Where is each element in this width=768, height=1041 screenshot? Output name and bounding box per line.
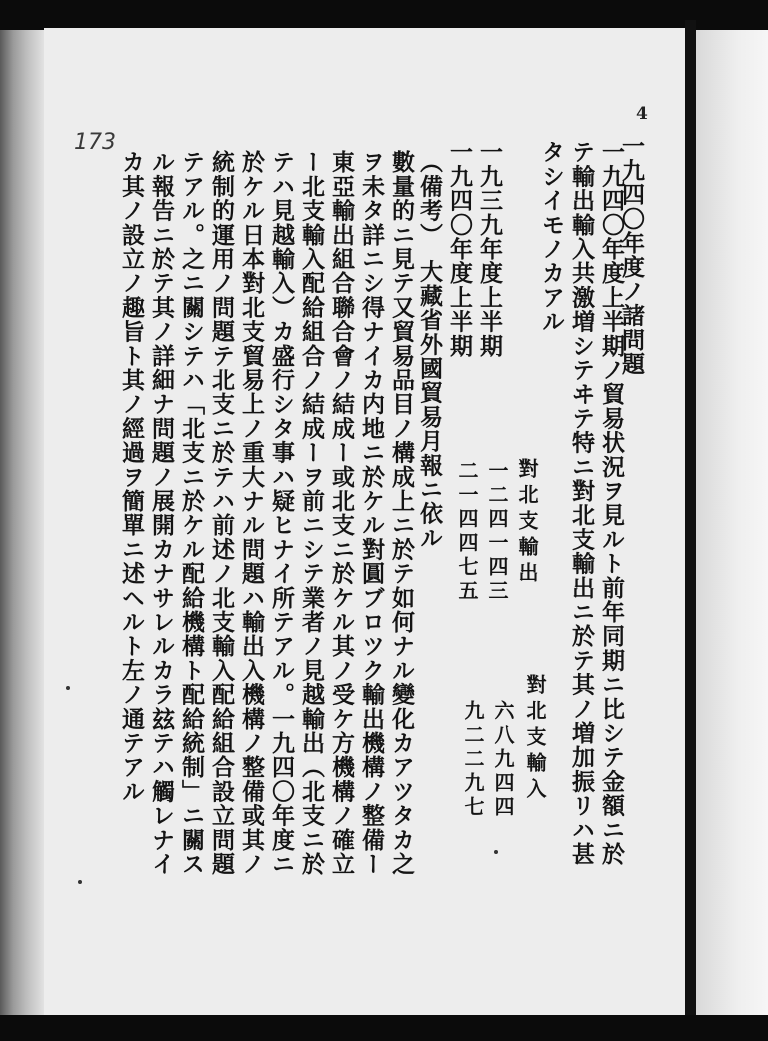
page-number: 4	[636, 104, 648, 124]
text-column-13: カ其ノ設立ノ趣旨ト其ノ經過ヲ簡單ニ述ヘルト左ノ通テアル	[118, 150, 145, 804]
book-binding-gutter	[0, 30, 44, 1015]
text-column-7: ー北支輸入配給組合ノ結成ーヲ前ニシテ業者ノ見越輸出（北支ニ於	[298, 150, 325, 876]
table-note: （備考） 大藏省外國貿易月報ニ依ル	[416, 150, 443, 550]
text-column-8: テハ見越輸入）カ盛行シタ事ハ疑ヒナイ所テアル。一九四〇年度ニ	[268, 150, 295, 876]
scan-bottom-border	[0, 1015, 768, 1041]
table-header-export: 對北支輸出	[515, 458, 539, 588]
scan-speck	[494, 850, 498, 854]
table-export-1940: 二一四四七五	[455, 460, 479, 604]
text-column-6: 東亞輸出組合聯合會ノ結成ー或北支ニ於ケル其ノ受ケ方機構ノ確立	[328, 150, 355, 876]
handwritten-catalog-number: 173	[74, 130, 116, 155]
scan-speck	[78, 880, 82, 884]
scan-top-border	[0, 0, 768, 30]
table-export-1939: 一二四一四三	[485, 460, 509, 604]
text-column-11: テアル。之ニ關シテハ「北支ニ於ケル配給機構ト配給統制」ニ關ス	[178, 150, 205, 876]
adjacent-page-edge	[696, 30, 768, 1015]
text-column-9: 於ケル日本對北支貿易上ノ重大ナル問題ハ輸出入機構ノ整備或其ノ	[238, 150, 265, 876]
page-fold-shadow	[685, 20, 696, 1020]
table-import-1940: 九二二九七	[461, 700, 485, 820]
table-header-import: 對北支輸入	[523, 674, 547, 804]
text-column-12: ル報告ニ於テ其ノ詳細ナ問題ノ展開カナサレルカラ玆テハ觸レナイ	[148, 150, 175, 876]
table-row-label-1939: 一九三九年度上半期	[476, 140, 503, 358]
section-heading: 一九四〇年度ノ諸問題	[618, 134, 645, 376]
table-row-label-1940: 一九四〇年度上半期	[446, 140, 473, 358]
text-column-4: 數量的ニ見テ又貿易品目ノ構成上ニ於テ如何ナル變化カアツタカ之	[388, 150, 415, 876]
text-column-5: ヲ未タ詳ニシ得ナイカ内地ニ於ケル對圓ブロツク輸出機構ノ整備ー	[358, 150, 385, 876]
table-import-1939: 六八九四四	[491, 700, 515, 820]
scan-speck	[66, 686, 70, 690]
text-column-2: テ輸出輸入共激増シテヰテ特ニ對北支輸出ニ於テ其ノ増加振リハ甚	[568, 140, 595, 867]
text-column-3: タシイモノカアル	[538, 140, 565, 334]
text-column-1: 一九四〇年度上半期ノ貿易状況ヲ見ルト前年同期ニ比シテ金額ニ於	[598, 140, 625, 866]
text-column-10: 統制的運用ノ問題テ北支ニ於テハ前述ノ北支輸入配給組合設立問題	[208, 150, 235, 876]
